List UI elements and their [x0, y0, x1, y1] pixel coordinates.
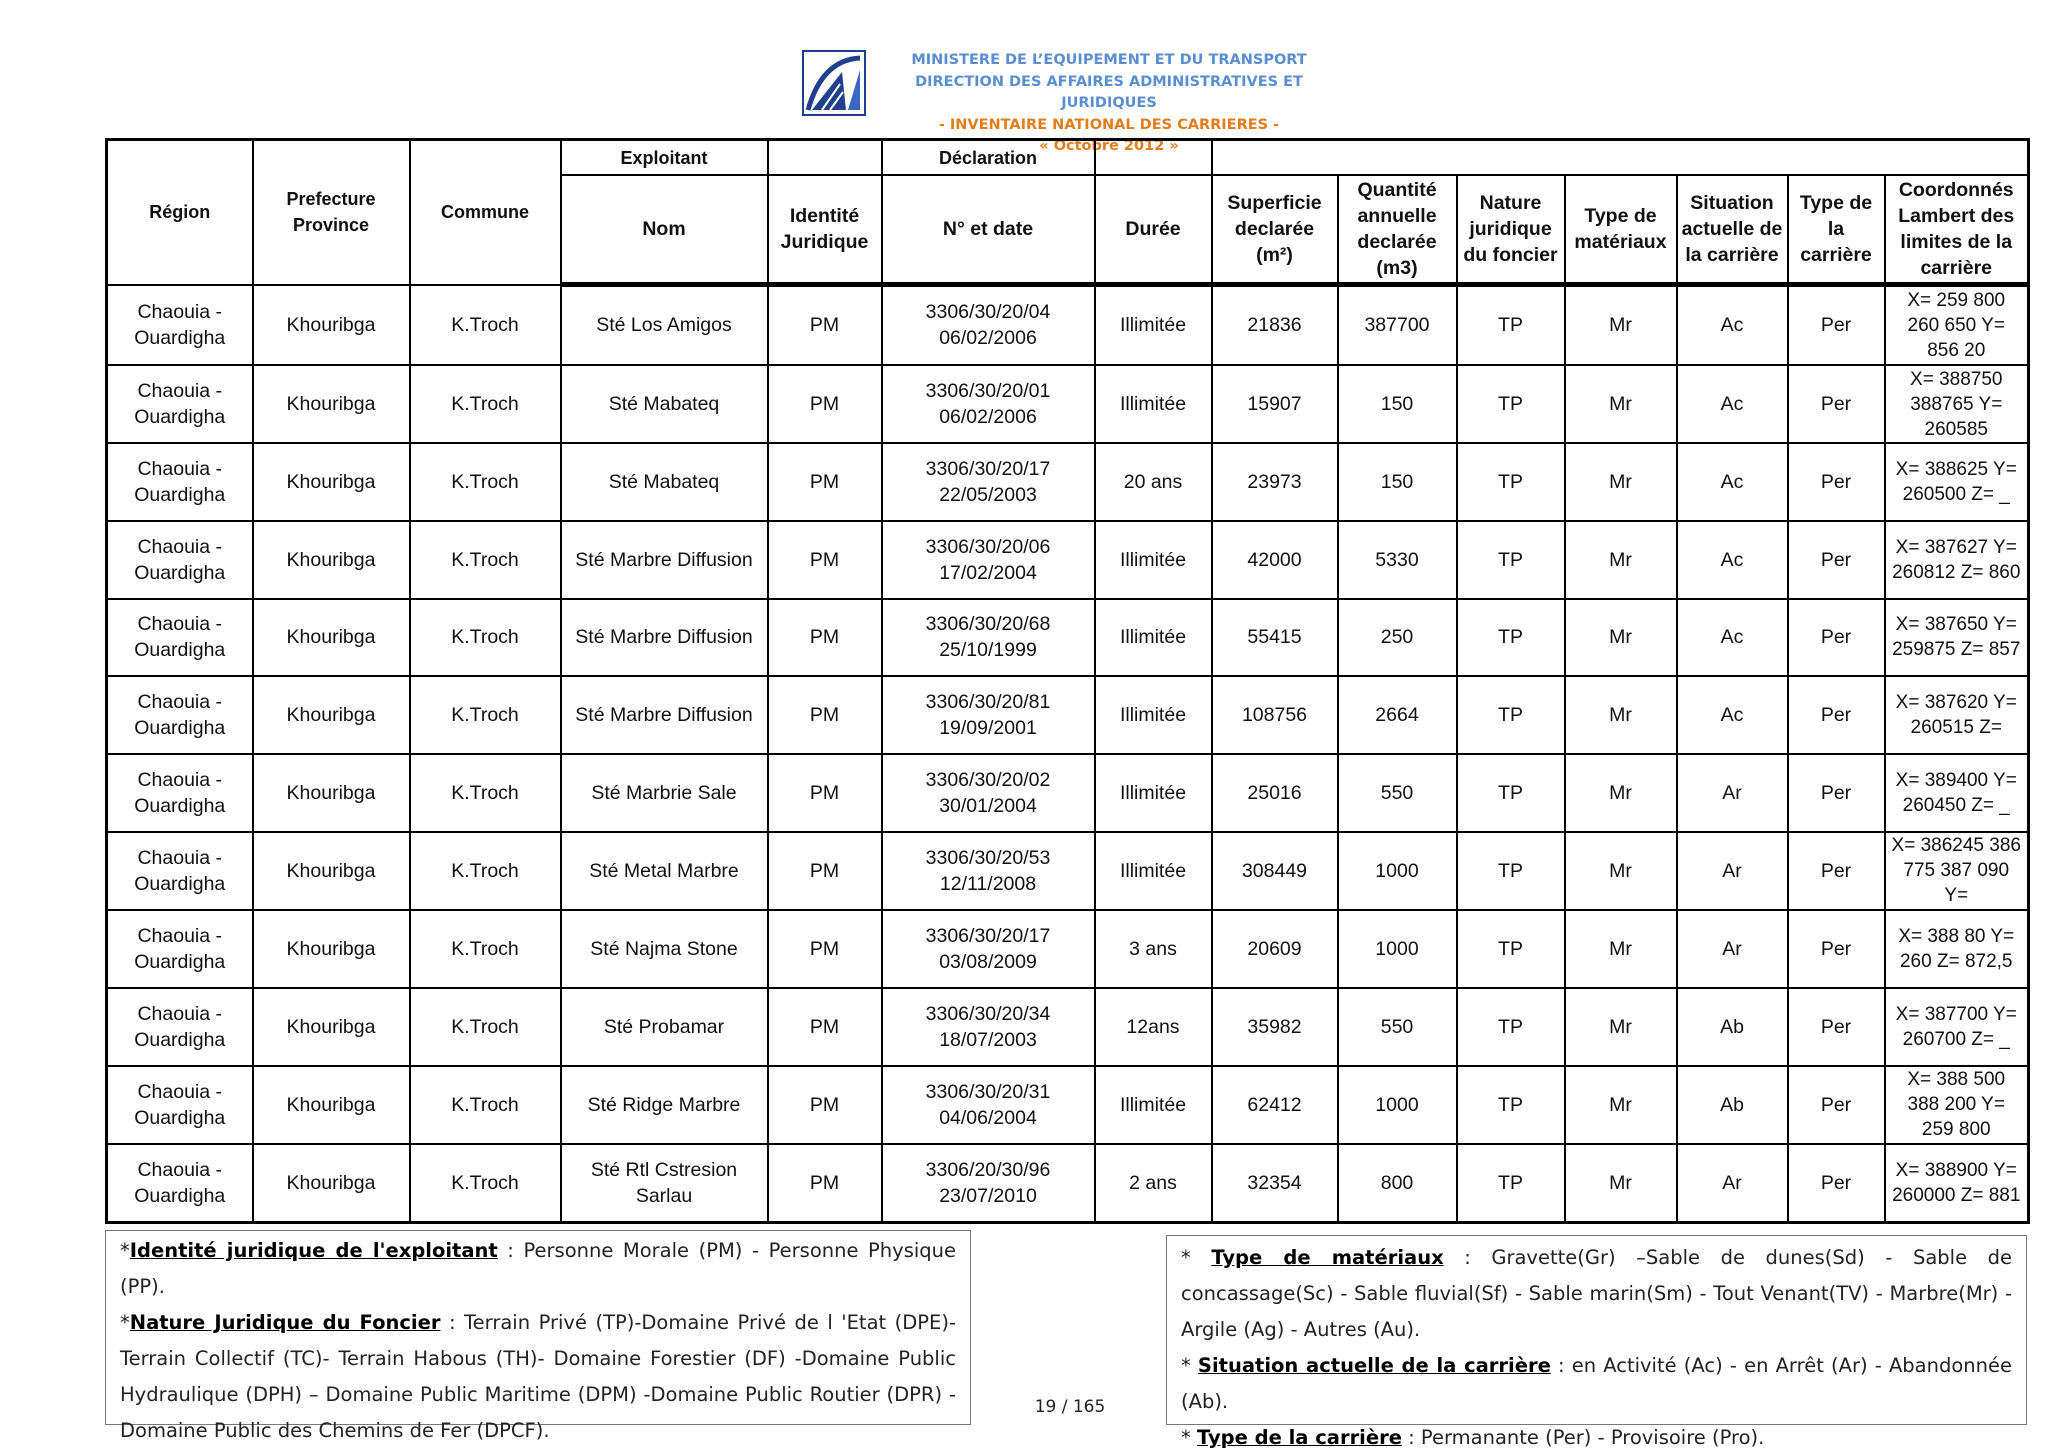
cell-nom: Sté Metal Marbre	[561, 832, 768, 911]
col-superficie: Superficie declarée (m²)	[1212, 175, 1338, 285]
cell-nature: TP	[1457, 365, 1565, 444]
cell-duree: Illimitée	[1095, 676, 1212, 754]
cell-commune: K.Troch	[410, 443, 561, 521]
cell-materiaux: Mr	[1565, 988, 1677, 1066]
cell-situation: Ab	[1677, 988, 1788, 1066]
cell-region: Chaouia - Ouardigha	[107, 754, 253, 832]
cell-coordonnees: X= 388900 Y= 260000 Z= 881	[1885, 1144, 2029, 1222]
cell-type: Per	[1788, 521, 1885, 599]
cell-type: Per	[1788, 988, 1885, 1066]
cell-numero: 3306/20/30/96 23/07/2010	[882, 1144, 1095, 1222]
cell-duree: 2 ans	[1095, 1144, 1212, 1222]
cell-nature: TP	[1457, 910, 1565, 988]
cell-quantite: 150	[1338, 443, 1457, 521]
cell-quantite: 387700	[1338, 285, 1457, 365]
cell-province: Khouribga	[253, 285, 410, 365]
cell-superficie: 23973	[1212, 443, 1338, 521]
cell-type: Per	[1788, 443, 1885, 521]
legend-left-box	[105, 1230, 971, 1442]
cell-nature: TP	[1457, 676, 1565, 754]
col-quantite: Quantité annuelle declarée (m3)	[1338, 175, 1457, 285]
table-row	[107, 599, 2029, 677]
cell-province: Khouribga	[253, 521, 410, 599]
legend-materiaux: * Type de matériaux : Gravette(Gr) –Sable de dunes(Sd) - Sable de concassage(Sc) - Sable fluvial(Sf) - Sable marin(Sm) - Tout Venant(TV) - Marbre(Mr) - Argile (Ag) - Autres (Au).	[1181, 1246, 2013, 1341]
col-nature: Nature juridique du foncier	[1457, 175, 1565, 285]
col-commune: Commune	[410, 140, 561, 285]
cell-identite: PM	[768, 1144, 882, 1222]
cell-commune: K.Troch	[410, 599, 561, 677]
cell-materiaux: Mr	[1565, 365, 1677, 444]
cell-duree: Illimitée	[1095, 754, 1212, 832]
cell-materiaux: Mr	[1565, 285, 1677, 365]
table-row	[107, 832, 2029, 911]
cell-superficie: 20609	[1212, 910, 1338, 988]
legend-identite-text: Personne Morale (PM) - Personne Physique (PP).	[120, 1239, 957, 1298]
cell-commune: K.Troch	[410, 521, 561, 599]
inventory-title: - INVENTAIRE NATIONAL DES CARRIERES -	[938, 116, 1280, 133]
group-blank	[1212, 140, 2029, 176]
cell-superficie: 32354	[1212, 1144, 1338, 1222]
table-row	[107, 443, 2029, 521]
legend-situation-title: Situation actuelle de la carrière	[1197, 1354, 1551, 1377]
col-duree: Durée	[1095, 175, 1212, 285]
cell-commune: K.Troch	[410, 1066, 561, 1145]
cell-nom: Sté Ridge Marbre	[561, 1066, 768, 1145]
direction-title: DIRECTION DES AFFAIRES ADMINISTRATIVES ET JURIDIQUES	[915, 73, 1303, 111]
legend-nature: *Nature Juridique du Foncier : Terrain Privé (TP)-Domaine Privé de l 'Etat (DPE)- Terrain Collectif (TC)- Terrain Habous (TH)- Domaine Forestier (DF) -Domaine Public Hydraulique (DPH) – Domaine Public Maritime (DPM) -Domaine Public Routier (DPR) - Domaine Public des Chemins de Fer (DPCF).	[120, 1311, 957, 1442]
cell-nom: Sté Probamar	[561, 988, 768, 1066]
cell-duree: 3 ans	[1095, 910, 1212, 988]
cell-superficie: 35982	[1212, 988, 1338, 1066]
table-row	[107, 521, 2029, 599]
cell-province: Khouribga	[253, 676, 410, 754]
cell-nature: TP	[1457, 1144, 1565, 1222]
legend-identite-title: Identité juridique de l'exploitant	[129, 1239, 498, 1262]
cell-region: Chaouia - Ouardigha	[107, 832, 253, 911]
cell-commune: K.Troch	[410, 365, 561, 444]
cell-quantite: 800	[1338, 1144, 1457, 1222]
cell-materiaux: Mr	[1565, 443, 1677, 521]
table-row	[107, 1066, 2029, 1145]
cell-nature: TP	[1457, 443, 1565, 521]
cell-coordonnees: X= 388 80 Y= 260 Z= 872,5	[1885, 910, 2029, 988]
cell-region: Chaouia - Ouardigha	[107, 676, 253, 754]
cell-region: Chaouia - Ouardigha	[107, 1066, 253, 1145]
cell-coordonnees: X= 386245 386 775 387 090 Y=	[1885, 832, 2029, 911]
cell-type: Per	[1788, 365, 1885, 444]
cell-region: Chaouia - Ouardigha	[107, 521, 253, 599]
col-numero: N° et date	[882, 175, 1095, 285]
legend-right-box	[1166, 1235, 2027, 1449]
cell-region: Chaouia - Ouardigha	[107, 285, 253, 365]
cell-situation: Ac	[1677, 599, 1788, 677]
page-header	[0, 50, 2048, 154]
cell-materiaux: Mr	[1565, 910, 1677, 988]
cell-identite: PM	[768, 365, 882, 444]
cell-quantite: 550	[1338, 988, 1457, 1066]
cell-nature: TP	[1457, 1066, 1565, 1145]
cell-coordonnees: X= 387650 Y= 259875 Z= 857	[1885, 599, 2029, 677]
cell-coordonnees: X= 387627 Y= 260812 Z= 860	[1885, 521, 2029, 599]
cell-province: Khouribga	[253, 910, 410, 988]
ministry-logo-icon	[802, 50, 866, 116]
ministry-title: MINISTERE DE L’EQUIPEMENT ET DU TRANSPORT	[911, 52, 1307, 68]
cell-coordonnees: X= 387620 Y= 260515 Z=	[1885, 676, 2029, 754]
cell-coordonnees: X= 388750 388765 Y= 260585	[1885, 365, 2029, 444]
cell-quantite: 2664	[1338, 676, 1457, 754]
legend-nature-text: Terrain Privé (TP)-Domaine Privé de l 'Etat (DPE)- Terrain Collectif (TC)- Terrain Habous (TH)- Domaine Forestier (DF) -Domaine Public Hydraulique (DPH) – Domaine Public Maritime (DPM) -Domaine Public Routier (DPR) - Domaine Public des Chemins de Fer (DPCF).	[120, 1311, 957, 1442]
cell-duree: Illimitée	[1095, 1066, 1212, 1145]
cell-province: Khouribga	[253, 599, 410, 677]
group-header-row	[107, 140, 2029, 176]
cell-commune: K.Troch	[410, 285, 561, 365]
cell-type: Per	[1788, 285, 1885, 365]
cell-quantite: 5330	[1338, 521, 1457, 599]
cell-duree: Illimitée	[1095, 599, 1212, 677]
cell-numero: 3306/30/20/01 06/02/2006	[882, 365, 1095, 444]
cell-superficie: 55415	[1212, 599, 1338, 677]
cell-commune: K.Troch	[410, 988, 561, 1066]
cell-numero: 3306/30/20/04 06/02/2006	[882, 285, 1095, 365]
cell-identite: PM	[768, 285, 882, 365]
col-region: Région	[107, 140, 253, 285]
cell-situation: Ac	[1677, 676, 1788, 754]
cell-situation: Ac	[1677, 443, 1788, 521]
cell-region: Chaouia - Ouardigha	[107, 443, 253, 521]
cell-numero: 3306/30/20/31 04/06/2004	[882, 1066, 1095, 1145]
cell-materiaux: Mr	[1565, 521, 1677, 599]
legend-materiaux-text: Gravette(Gr) –Sable de dunes(Sd) - Sable de concassage(Sc) - Sable fluvial(Sf) - Sable marin(Sm) - Tout Venant(TV) - Marbre(Mr) - Argile (Ag) - Autres (Au).	[1181, 1246, 2013, 1341]
cell-materiaux: Mr	[1565, 676, 1677, 754]
cell-commune: K.Troch	[410, 1144, 561, 1222]
cell-materiaux: Mr	[1565, 832, 1677, 911]
legend-situation: * Situation actuelle de la carrière : en Activité (Ac) - en Arrêt (Ar) - Abandonnée (Ab).	[1181, 1354, 2012, 1413]
cell-nature: TP	[1457, 988, 1565, 1066]
cell-identite: PM	[768, 1066, 882, 1145]
legend-identite: *Identité juridique de l'exploitant : Personne Morale (PM) - Personne Physique (PP).	[120, 1239, 957, 1298]
cell-nom: Sté Marbre Diffusion	[561, 676, 768, 754]
cell-materiaux: Mr	[1565, 599, 1677, 677]
cell-duree: Illimitée	[1095, 521, 1212, 599]
cell-coordonnees: X= 389400 Y= 260450 Z= _	[1885, 754, 2029, 832]
cell-numero: 3306/30/20/02 30/01/2004	[882, 754, 1095, 832]
cell-duree: Illimitée	[1095, 832, 1212, 911]
cell-nom: Sté Marbre Diffusion	[561, 599, 768, 677]
cell-identite: PM	[768, 676, 882, 754]
cell-quantite: 550	[1338, 754, 1457, 832]
cell-numero: 3306/30/20/34 18/07/2003	[882, 988, 1095, 1066]
cell-quantite: 250	[1338, 599, 1457, 677]
cell-identite: PM	[768, 599, 882, 677]
cell-commune: K.Troch	[410, 832, 561, 911]
cell-type: Per	[1788, 832, 1885, 911]
table-row	[107, 285, 2029, 365]
col-type-carriere: Type de la carrière	[1788, 175, 1885, 285]
table-body	[107, 285, 2029, 1223]
page-number: 19 / 165	[1034, 1397, 1106, 1417]
table-row	[107, 754, 2029, 832]
table-row	[107, 1144, 2029, 1222]
cell-coordonnees: X= 388 500 388 200 Y= 259 800	[1885, 1066, 2029, 1145]
cell-nature: TP	[1457, 832, 1565, 911]
cell-numero: 3306/30/20/53 12/11/2008	[882, 832, 1095, 911]
cell-identite: PM	[768, 443, 882, 521]
cell-type: Per	[1788, 676, 1885, 754]
cell-quantite: 1000	[1338, 832, 1457, 911]
cell-situation: Ar	[1677, 910, 1788, 988]
cell-region: Chaouia - Ouardigha	[107, 1144, 253, 1222]
cell-superficie: 15907	[1212, 365, 1338, 444]
cell-duree: Illimitée	[1095, 365, 1212, 444]
group-exploitant: Exploitant	[561, 140, 768, 176]
col-province: Prefecture Province	[253, 140, 410, 285]
cell-materiaux: Mr	[1565, 1066, 1677, 1145]
cell-numero: 3306/30/20/81 19/09/2001	[882, 676, 1095, 754]
cell-situation: Ar	[1677, 832, 1788, 911]
cell-nom: Sté Marbre Diffusion	[561, 521, 768, 599]
cell-situation: Ac	[1677, 521, 1788, 599]
cell-situation: Ac	[1677, 365, 1788, 444]
cell-province: Khouribga	[253, 832, 410, 911]
legend-type-title: Type de la carrière	[1196, 1426, 1402, 1449]
cell-commune: K.Troch	[410, 910, 561, 988]
cell-nature: TP	[1457, 599, 1565, 677]
cell-nom: Sté Mabateq	[561, 443, 768, 521]
cell-type: Per	[1788, 599, 1885, 677]
cell-province: Khouribga	[253, 443, 410, 521]
col-nom: Nom	[561, 175, 768, 285]
cell-situation: Ar	[1677, 1144, 1788, 1222]
group-blank	[768, 140, 882, 176]
col-situation: Situation actuelle de la carrière	[1677, 175, 1788, 285]
cell-identite: PM	[768, 988, 882, 1066]
col-identite: Identité Juridique	[768, 175, 882, 285]
cell-superficie: 62412	[1212, 1066, 1338, 1145]
cell-quantite: 1000	[1338, 1066, 1457, 1145]
group-declaration: Déclaration	[882, 140, 1095, 176]
cell-situation: Ab	[1677, 1066, 1788, 1145]
cell-situation: Ac	[1677, 285, 1788, 365]
cell-region: Chaouia - Ouardigha	[107, 599, 253, 677]
cell-nature: TP	[1457, 521, 1565, 599]
legend-materiaux-title: Type de matériaux	[1211, 1246, 1444, 1269]
group-blank	[1095, 140, 1212, 176]
legend-type: * Type de la carrière : Permanante (Per) - Provisoire (Pro).	[1181, 1426, 1765, 1449]
cell-superficie: 42000	[1212, 521, 1338, 599]
table-row	[107, 676, 2029, 754]
quarries-table	[105, 138, 2030, 1224]
cell-duree: 12ans	[1095, 988, 1212, 1066]
cell-region: Chaouia - Ouardigha	[107, 988, 253, 1066]
cell-identite: PM	[768, 910, 882, 988]
cell-province: Khouribga	[253, 988, 410, 1066]
cell-superficie: 21836	[1212, 285, 1338, 365]
cell-region: Chaouia - Ouardigha	[107, 365, 253, 444]
cell-identite: PM	[768, 832, 882, 911]
cell-numero: 3306/30/20/17 03/08/2009	[882, 910, 1095, 988]
cell-superficie: 108756	[1212, 676, 1338, 754]
cell-nature: TP	[1457, 754, 1565, 832]
cell-nom: Sté Mabateq	[561, 365, 768, 444]
cell-duree: Illimitée	[1095, 285, 1212, 365]
cell-situation: Ar	[1677, 754, 1788, 832]
cell-numero: 3306/30/20/06 17/02/2004	[882, 521, 1095, 599]
cell-province: Khouribga	[253, 1144, 410, 1222]
cell-coordonnees: X= 388625 Y= 260500 Z= _	[1885, 443, 2029, 521]
cell-type: Per	[1788, 754, 1885, 832]
cell-province: Khouribga	[253, 754, 410, 832]
cell-coordonnees: X= 387700 Y= 260700 Z= _	[1885, 988, 2029, 1066]
cell-identite: PM	[768, 521, 882, 599]
cell-region: Chaouia - Ouardigha	[107, 910, 253, 988]
col-coordonnees: Coordonnés Lambert des limites de la carrière	[1885, 175, 2029, 285]
legend-type-text: Permanante (Per) - Provisoire (Pro).	[1420, 1426, 1765, 1449]
date-title: « Octobre 2012 »	[1039, 138, 1179, 154]
cell-province: Khouribga	[253, 1066, 410, 1145]
cell-materiaux: Mr	[1565, 1144, 1677, 1222]
cell-nom: Sté Rtl Cstresion Sarlau	[561, 1144, 768, 1222]
cell-materiaux: Mr	[1565, 754, 1677, 832]
cell-superficie: 308449	[1212, 832, 1338, 911]
cell-nature: TP	[1457, 285, 1565, 365]
cell-quantite: 150	[1338, 365, 1457, 444]
cell-nom: Sté Marbrie Sale	[561, 754, 768, 832]
cell-nom: Sté Najma Stone	[561, 910, 768, 988]
cell-commune: K.Troch	[410, 676, 561, 754]
legend-nature-title: Nature Juridique du Foncier	[129, 1311, 441, 1334]
cell-numero: 3306/30/20/17 22/05/2003	[882, 443, 1095, 521]
cell-duree: 20 ans	[1095, 443, 1212, 521]
cell-commune: K.Troch	[410, 754, 561, 832]
cell-type: Per	[1788, 1066, 1885, 1145]
cell-coordonnees: X= 259 800 260 650 Y= 856 20	[1885, 285, 2029, 365]
cell-identite: PM	[768, 754, 882, 832]
cell-quantite: 1000	[1338, 910, 1457, 988]
cell-type: Per	[1788, 910, 1885, 988]
table-row	[107, 988, 2029, 1066]
cell-numero: 3306/30/20/68 25/10/1999	[882, 599, 1095, 677]
cell-superficie: 25016	[1212, 754, 1338, 832]
table-row	[107, 365, 2029, 444]
col-type-materiaux: Type de matériaux	[1565, 175, 1677, 285]
cell-nom: Sté Los Amigos	[561, 285, 768, 365]
cell-type: Per	[1788, 1144, 1885, 1222]
legend-situation-text: en Activité (Ac) - en Arrêt (Ar) - Abandonnée (Ab).	[1181, 1354, 2012, 1413]
table-row	[107, 910, 2029, 988]
cell-province: Khouribga	[253, 365, 410, 444]
